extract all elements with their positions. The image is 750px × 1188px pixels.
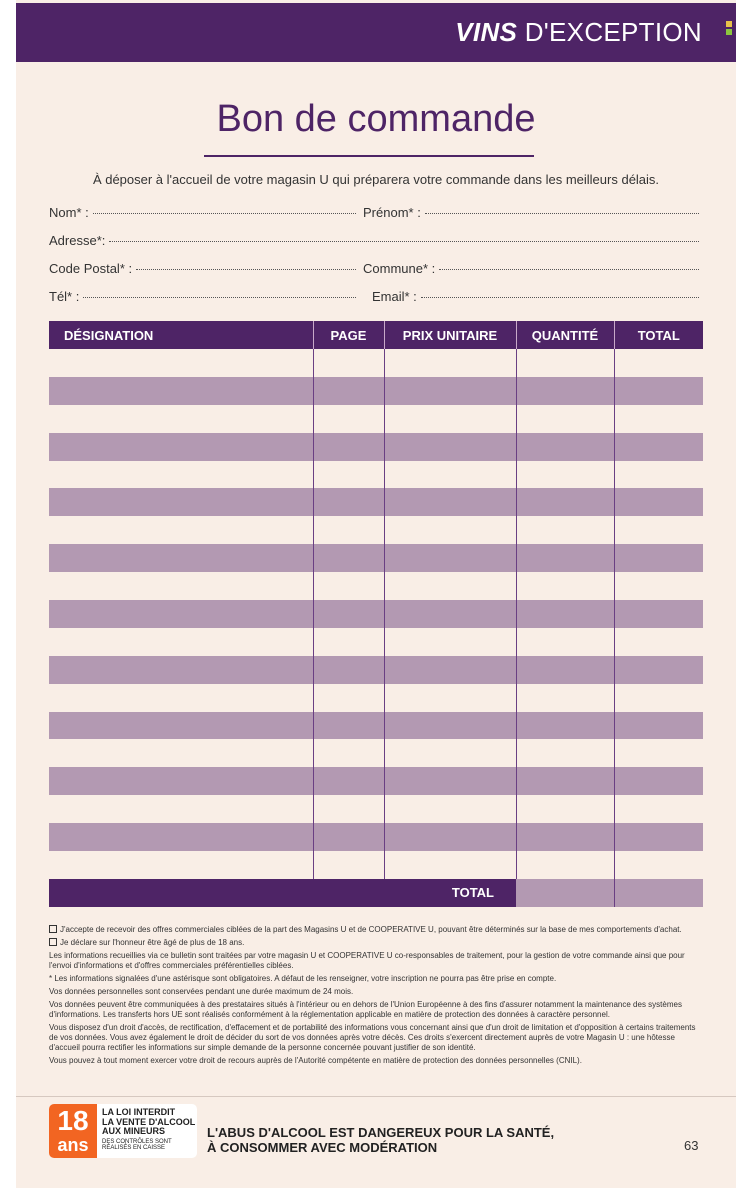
table-row [49, 739, 703, 767]
table-row [49, 823, 703, 851]
designation-cell[interactable] [49, 684, 313, 712]
col-quantite: QUANTITÉ [516, 321, 614, 349]
total-label: TOTAL [49, 879, 516, 907]
designation-cell[interactable] [49, 461, 313, 489]
prix-unitaire-cell[interactable] [384, 516, 516, 544]
total-cell[interactable] [614, 488, 703, 516]
designation-cell[interactable] [49, 851, 313, 879]
catalog-page [16, 0, 736, 1188]
commune-field[interactable] [363, 261, 699, 276]
designation-cell[interactable] [49, 795, 313, 823]
table-row [49, 656, 703, 684]
quantite-cell[interactable] [516, 851, 614, 879]
code-postal-field[interactable] [49, 261, 356, 276]
prix-unitaire-cell[interactable] [384, 349, 516, 377]
prix-unitaire-cell[interactable] [384, 544, 516, 572]
page-cell[interactable] [313, 684, 384, 712]
table-row [49, 461, 703, 489]
designation-cell[interactable] [49, 739, 313, 767]
fill-line [136, 268, 356, 270]
badge-unit: ans [57, 1135, 89, 1155]
table-row [49, 851, 703, 879]
form-title: Bon de commande [216, 98, 536, 140]
designation-cell[interactable] [49, 544, 313, 572]
quantite-cell[interactable] [516, 516, 614, 544]
legal-paragraph: Vos données peuvent être communiquées à des prestataires situés à l'intérieur ou en dehors de l'Union Européenne à des fins d'assurer notamment la maintenance des systèmes d'informations. Les transferts hors UE sont réalisés conformément à la réglementation applicable en matière de protection des données à caractère personnel. [49, 1000, 682, 1019]
prix-unitaire-cell[interactable] [384, 488, 516, 516]
total-cell[interactable] [614, 600, 703, 628]
badge-text [102, 1108, 196, 1152]
total-cell[interactable] [614, 684, 703, 712]
designation-cell[interactable] [49, 712, 313, 740]
page-cell[interactable] [313, 851, 384, 879]
field-label: Code Postal* : [49, 261, 133, 276]
table-row [49, 600, 703, 628]
page-cell[interactable] [313, 628, 384, 656]
total-cell[interactable] [614, 349, 703, 377]
col-designation: DÉSIGNATION [49, 321, 313, 349]
total-cell[interactable] [614, 767, 703, 795]
badge-number: 18 [57, 1105, 89, 1136]
form-instructions: À déposer à l'accueil de votre magasin U qui préparera votre commande dans les meilleurs délais. [92, 172, 660, 187]
total-cell[interactable] [614, 544, 703, 572]
fill-line [421, 296, 699, 298]
warning-line: À CONSOMMER AVEC MODÉRATION [207, 1140, 438, 1155]
prenom-field[interactable] [363, 205, 699, 220]
legal-paragraph: Les informations recueillies via ce bulletin sont traitées par votre magasin U et COOPERATIVE U co-responsables de traitement, pour la gestion de votre commande ainsi que pour l'envoi d'informations et d'offres commerciales préférentielles ciblées. [49, 951, 685, 970]
prix-unitaire-cell[interactable] [384, 377, 516, 405]
quantite-cell[interactable] [516, 823, 614, 851]
prix-unitaire-cell[interactable] [384, 712, 516, 740]
prix-unitaire-cell[interactable] [384, 405, 516, 433]
total-cell[interactable] [614, 851, 703, 879]
prix-unitaire-cell[interactable] [384, 823, 516, 851]
total-row [49, 879, 703, 907]
fill-line [425, 212, 699, 214]
fill-line [83, 296, 356, 298]
col-prix-unitaire: PRIX UNITAIRE [384, 321, 516, 349]
quantite-cell[interactable] [516, 712, 614, 740]
quantite-cell[interactable] [516, 461, 614, 489]
quantite-cell[interactable] [516, 739, 614, 767]
total-cell[interactable] [614, 461, 703, 489]
col-page: PAGE [313, 321, 384, 349]
order-table [49, 321, 703, 907]
designation-cell[interactable] [49, 823, 313, 851]
field-label: Commune* : [363, 261, 436, 276]
table-row [49, 433, 703, 461]
prix-unitaire-cell[interactable] [384, 600, 516, 628]
designation-cell[interactable] [49, 405, 313, 433]
designation-cell[interactable] [49, 767, 313, 795]
total-cell[interactable] [614, 795, 703, 823]
page-number: 63 [684, 1138, 699, 1153]
quantite-cell[interactable] [516, 572, 614, 600]
prix-unitaire-cell[interactable] [384, 461, 516, 489]
prix-unitaire-cell[interactable] [384, 433, 516, 461]
page-cell[interactable] [313, 349, 384, 377]
page-cell[interactable] [313, 600, 384, 628]
nom-field[interactable] [49, 205, 356, 220]
prix-unitaire-cell[interactable] [384, 795, 516, 823]
consent-age [49, 938, 699, 948]
order-rows [49, 349, 703, 879]
table-row [49, 572, 703, 600]
badge-small-line: RÉALISÉS EN CAISSE [102, 1145, 166, 1151]
consent-offers [49, 925, 699, 935]
tel-field[interactable] [49, 289, 356, 304]
table-row [49, 684, 703, 712]
quantite-cell[interactable] [516, 656, 614, 684]
quantite-cell[interactable] [516, 767, 614, 795]
table-row [49, 377, 703, 405]
age-restriction-badge [49, 1104, 197, 1158]
field-label: Email* : [372, 289, 417, 304]
title-underline [204, 155, 534, 157]
legal-paragraph: * Les informations signalées d'une astérisque sont obligatoires. A défaut de les renseigner, votre inscription ne pourra pas être prise en compte. [49, 974, 557, 983]
brand-dot-icon [726, 21, 732, 27]
designation-cell[interactable] [49, 377, 313, 405]
page-cell[interactable] [313, 795, 384, 823]
checkbox[interactable] [49, 938, 57, 946]
total-cell[interactable] [614, 628, 703, 656]
total-cell[interactable] [614, 712, 703, 740]
email-field[interactable] [372, 289, 699, 304]
page-cell[interactable] [313, 516, 384, 544]
health-warning [207, 1125, 554, 1155]
quantite-cell[interactable] [516, 405, 614, 433]
warning-line: L'ABUS D'ALCOOL EST DANGEREUX POUR LA SANTÉ, [207, 1125, 555, 1140]
legal-paragraph: Vos données personnelles sont conservées pendant une durée maximum de 24 mois. [49, 987, 354, 996]
page-cell[interactable] [313, 712, 384, 740]
table-row [49, 405, 703, 433]
prix-unitaire-cell[interactable] [384, 739, 516, 767]
fill-line [439, 268, 699, 270]
fill-line [93, 212, 356, 214]
quantite-cell[interactable] [516, 795, 614, 823]
quantite-cell[interactable] [516, 600, 614, 628]
col-total: TOTAL [614, 321, 703, 349]
fill-line [109, 240, 699, 242]
total-cell[interactable] [614, 656, 703, 684]
field-label: Adresse*: [49, 233, 106, 248]
prix-unitaire-cell[interactable] [384, 656, 516, 684]
quantite-cell[interactable] [516, 349, 614, 377]
legal-notice [49, 925, 699, 1069]
badge-line: LA LOI INTERDIT [102, 1107, 176, 1117]
consent-offers-text: J'accepte de recevoir des offres commerciales ciblées de la part des Magasins U et de COOPERATIVE U, pouvant être déterminés sur la base de mes comportements d'achat. [60, 925, 682, 934]
page-cell[interactable] [313, 488, 384, 516]
section-title: VINS D'EXCEPTION [455, 17, 702, 47]
page-cell[interactable] [313, 823, 384, 851]
table-row [49, 767, 703, 795]
designation-cell[interactable] [49, 656, 313, 684]
page-cell[interactable] [313, 656, 384, 684]
table-header-row [49, 321, 703, 349]
page-cell[interactable] [313, 461, 384, 489]
prix-unitaire-cell[interactable] [384, 684, 516, 712]
page-cell[interactable] [313, 767, 384, 795]
prix-unitaire-cell[interactable] [384, 572, 516, 600]
page-cell[interactable] [313, 544, 384, 572]
total-amount-cell[interactable] [614, 879, 703, 907]
badge-small-line: DES CONTRÔLES SONT [102, 1138, 172, 1145]
prix-unitaire-cell[interactable] [384, 767, 516, 795]
designation-cell[interactable] [49, 516, 313, 544]
total-quantity-cell[interactable] [516, 879, 614, 907]
designation-cell[interactable] [49, 433, 313, 461]
age-18-icon [49, 1104, 97, 1158]
designation-cell[interactable] [49, 628, 313, 656]
table-row [49, 544, 703, 572]
field-label: Tél* : [49, 289, 80, 304]
field-label: Prénom* : [363, 205, 421, 220]
designation-cell[interactable] [49, 349, 313, 377]
table-row [49, 488, 703, 516]
table-row [49, 516, 703, 544]
checkbox[interactable] [49, 925, 57, 933]
total-cell[interactable] [614, 572, 703, 600]
prix-unitaire-cell[interactable] [384, 851, 516, 879]
designation-cell[interactable] [49, 600, 313, 628]
quantite-cell[interactable] [516, 433, 614, 461]
total-cell[interactable] [614, 739, 703, 767]
page-cell[interactable] [313, 433, 384, 461]
table-row [49, 795, 703, 823]
legal-paragraph: Vous disposez d'un droit d'accès, de rectification, d'effacement et de portabilité des informations vous concernant ainsi que d'un droit de limitation et d'opposition à certains traitements de vos données. Vous avez également le droit de décider du sort de vos données après votre décès. Ces droits s'exercent directement auprès de votre Magasin U : une hôtesse d'accueil pourra rectifier les informations sur simple demande de la personne concernée pouvant justifier de son identité. [49, 1023, 696, 1052]
badge-line: LA VENTE D'ALCOOL [102, 1116, 196, 1127]
quantite-cell[interactable] [516, 377, 614, 405]
page-cell[interactable] [313, 572, 384, 600]
brand-dot-icon [726, 29, 732, 35]
page-cell[interactable] [313, 377, 384, 405]
quantite-cell[interactable] [516, 488, 614, 516]
designation-cell[interactable] [49, 488, 313, 516]
footer-divider [16, 1096, 736, 1097]
designation-cell[interactable] [49, 572, 313, 600]
table-row [49, 712, 703, 740]
total-cell[interactable] [614, 516, 703, 544]
adresse-field[interactable] [49, 233, 699, 248]
page-cell[interactable] [313, 405, 384, 433]
quantite-cell[interactable] [516, 628, 614, 656]
legal-paragraph: Vous pouvez à tout moment exercer votre droit de recours auprès de l'Autorité compétente en matière de protection des données personnelles (CNIL). [49, 1056, 582, 1065]
total-cell[interactable] [614, 377, 703, 405]
total-cell[interactable] [614, 433, 703, 461]
quantite-cell[interactable] [516, 544, 614, 572]
field-label: Nom* : [49, 205, 89, 220]
table-row [49, 628, 703, 656]
header-banner [16, 3, 736, 62]
quantite-cell[interactable] [516, 684, 614, 712]
total-cell[interactable] [614, 405, 703, 433]
page-cell[interactable] [313, 739, 384, 767]
table-row [49, 349, 703, 377]
prix-unitaire-cell[interactable] [384, 628, 516, 656]
badge-line: AUX MINEURS [102, 1126, 166, 1136]
consent-age-text: Je déclare sur l'honneur être âgé de plus de 18 ans. [60, 938, 245, 947]
total-cell[interactable] [614, 823, 703, 851]
